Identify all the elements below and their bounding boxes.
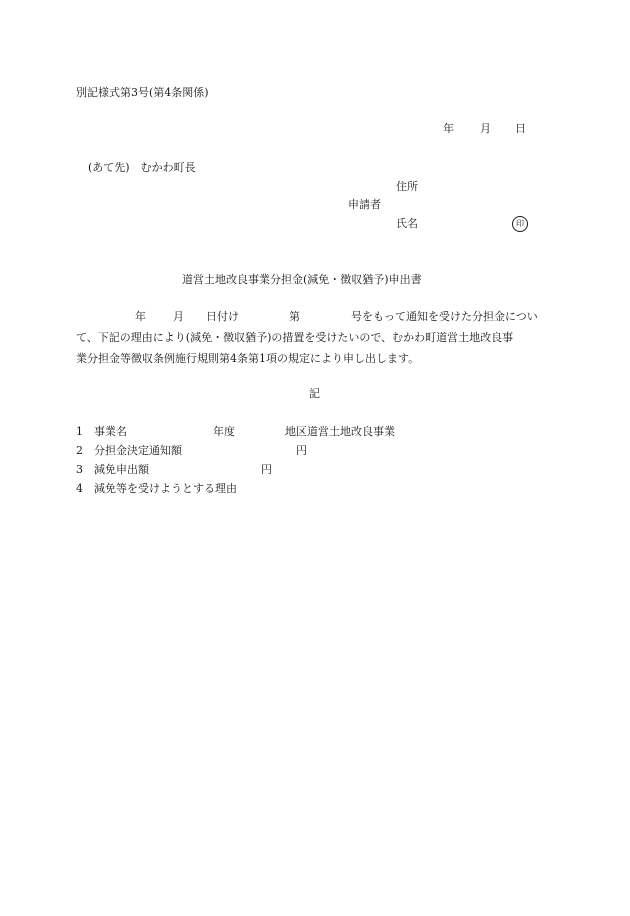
document-title: 道営土地改良事業分担金(減免・徴収猶予)申出書 [182, 273, 422, 286]
item-yen-label: 円 [261, 463, 272, 476]
item-number: 4 [76, 482, 83, 495]
body-number-prefix: 第 [289, 310, 300, 323]
addressee: (あて先) むかわ町長 [88, 161, 196, 174]
item-label: 減免申出額 [94, 463, 149, 476]
item-label: 分担金決定通知額 [94, 444, 182, 457]
date-year-label: 年 [443, 122, 454, 135]
body-dated-label: 日付け [206, 310, 239, 323]
applicant-role-label: 申請者 [348, 198, 381, 211]
item-number: 2 [76, 444, 83, 457]
seal-mark: 印 [512, 216, 528, 232]
item-district-label: 地区道営土地改良事業 [285, 425, 395, 438]
item-number: 3 [76, 463, 83, 476]
body-line2: て、下記の理由により(減免・徴収猶予)の措置を受けたいので、むかわ町道営土地改良事 [76, 331, 514, 344]
body-line3: 業分担金等徴収条例施行規則第4条第1項の規定により申し出します。 [76, 352, 420, 365]
item-yen-label: 円 [296, 444, 307, 457]
item-fiscal-year-label: 年度 [213, 425, 235, 438]
ki-heading: 記 [309, 387, 320, 400]
body-line1-rest: 号をもって通知を受けた分担金につい [351, 310, 538, 323]
item-label: 減免等を受けようとする理由 [94, 482, 237, 495]
applicant-name-label: 氏名 [396, 217, 418, 230]
item-number: 1 [76, 425, 83, 438]
date-month-label: 月 [480, 122, 491, 135]
date-day-label: 日 [515, 122, 526, 135]
form-number: 別記様式第3号(第4条関係) [76, 86, 209, 99]
item-label: 事業名 [94, 425, 127, 438]
body-year-label: 年 [135, 310, 146, 323]
applicant-address-label: 住所 [396, 180, 418, 193]
body-month-label: 月 [173, 310, 184, 323]
